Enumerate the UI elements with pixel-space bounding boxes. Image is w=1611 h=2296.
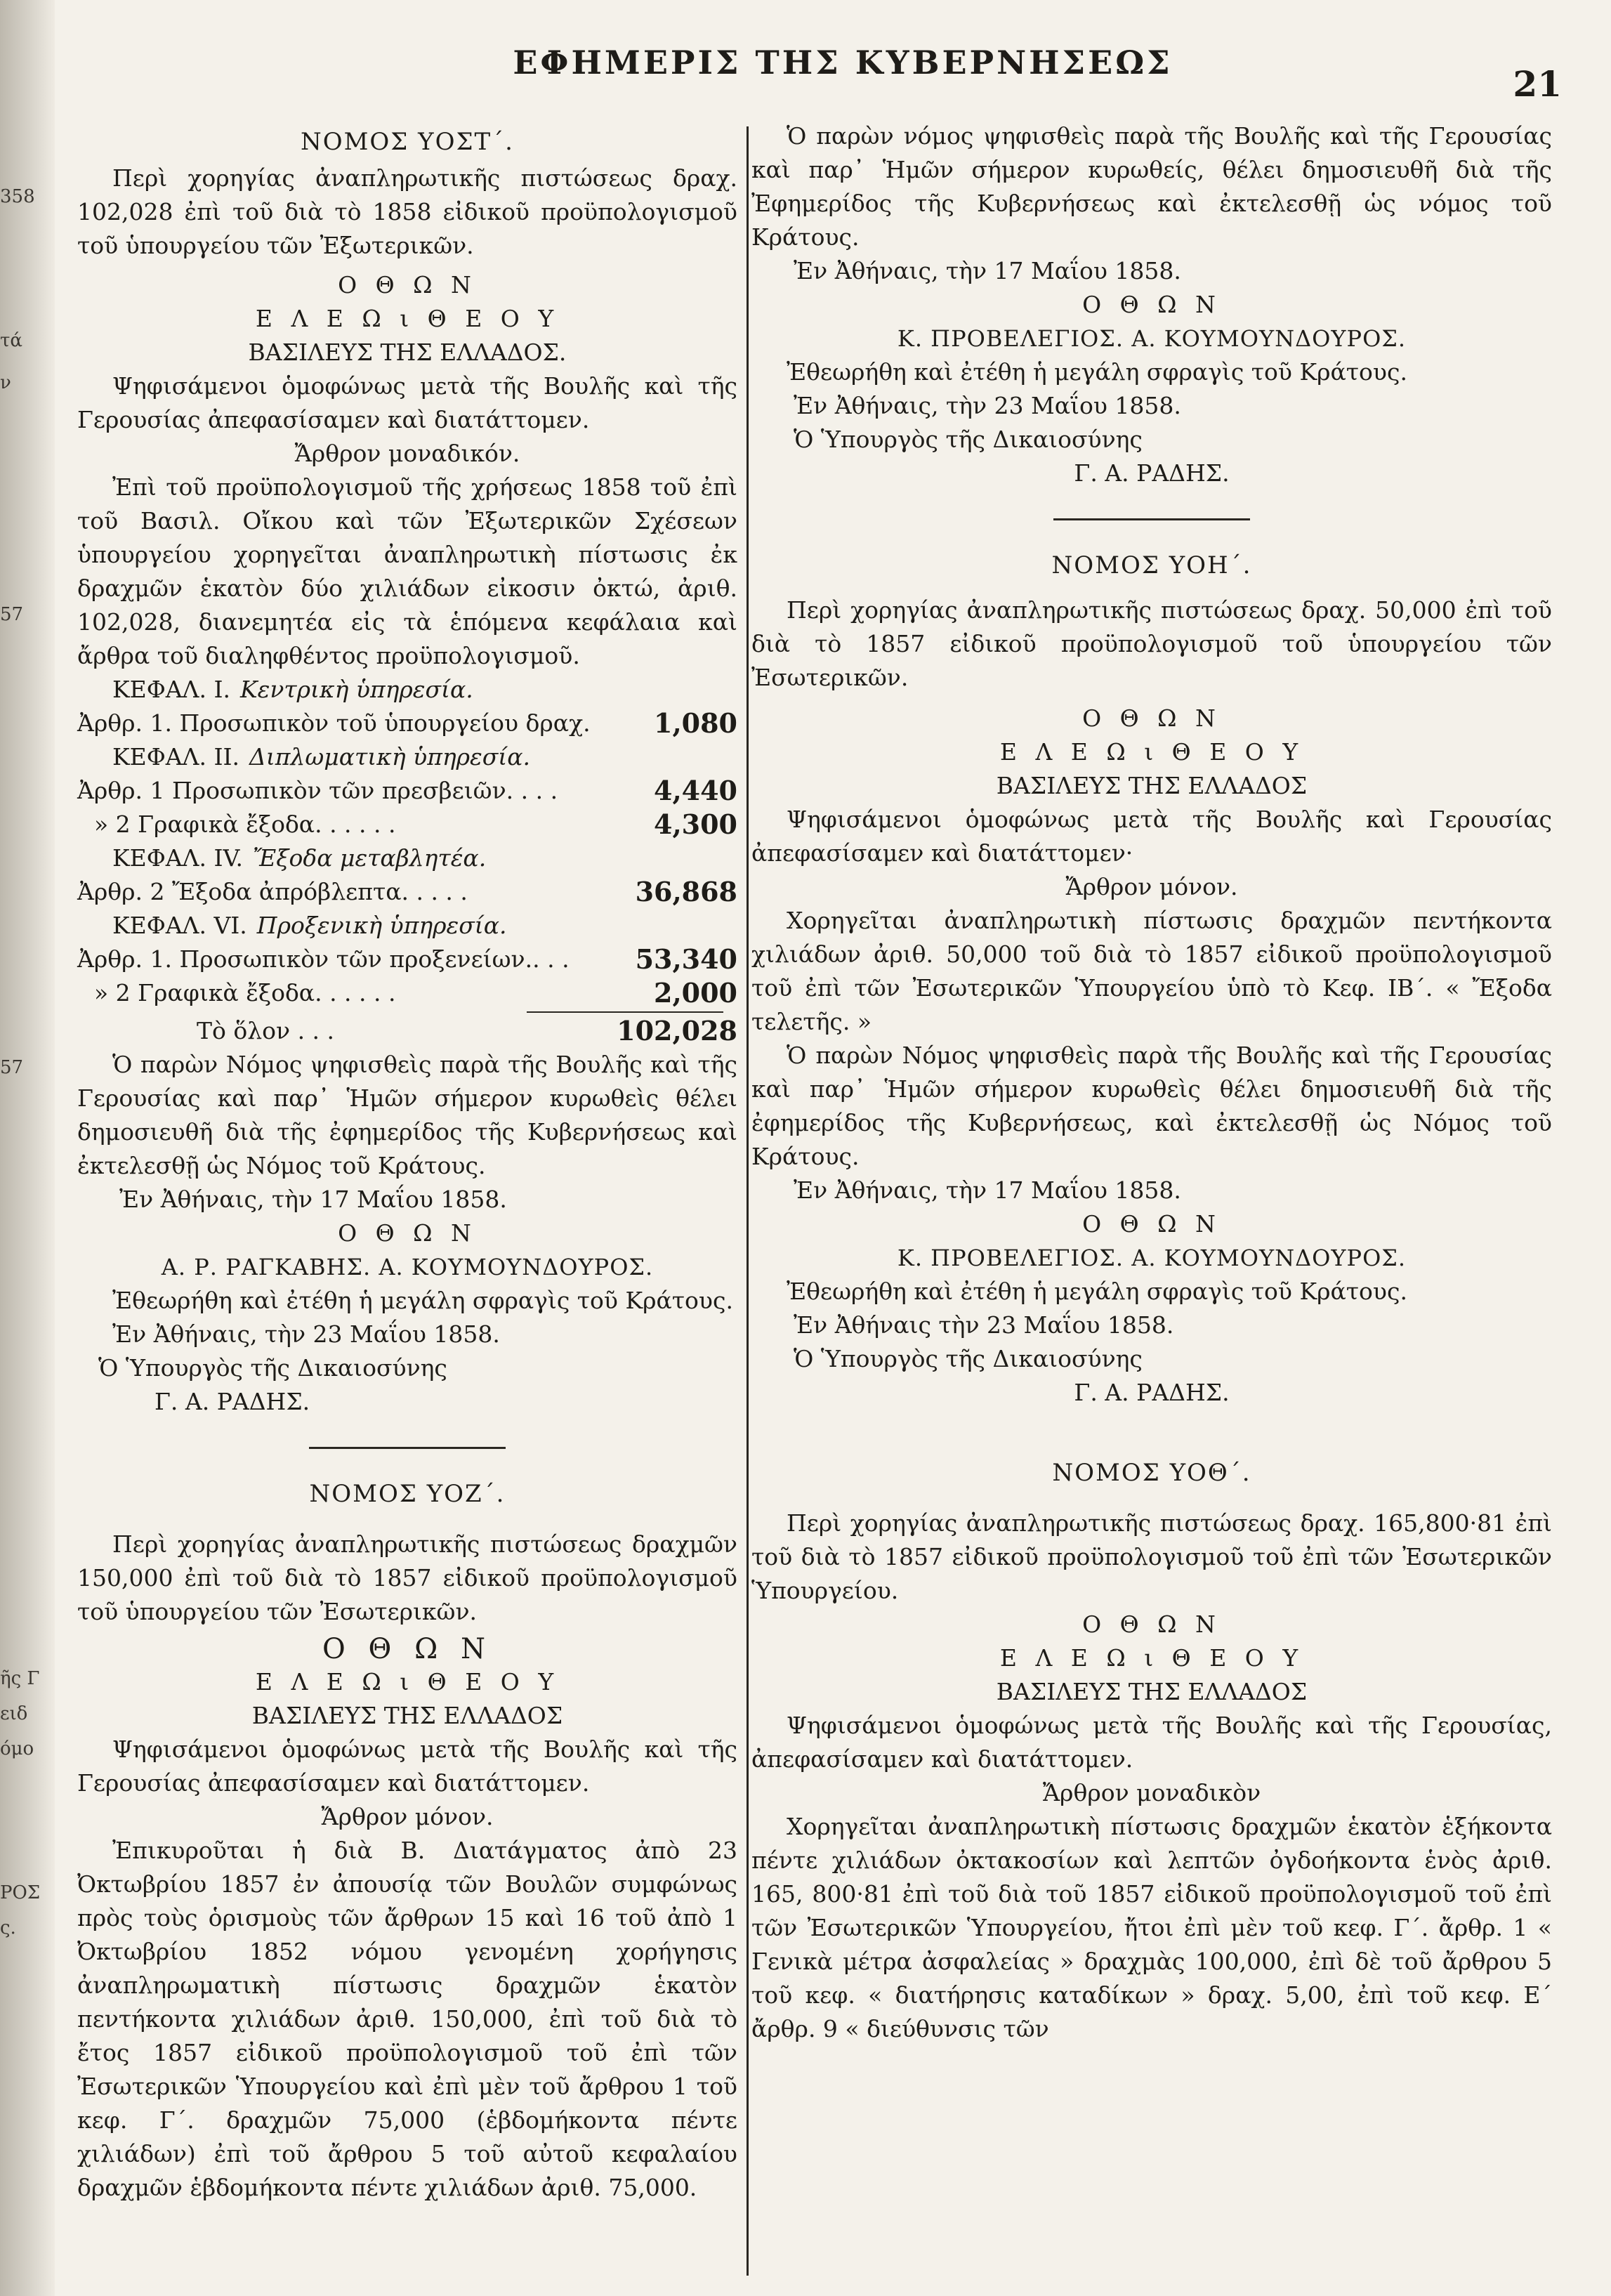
law-subject: Περὶ χορηγίας ἀναπληρωτικῆς πιστώσεως δραχ. 102,028 ἐπὶ τοῦ διὰ τὸ 1858 εἰδικοῦ προϋπολογισμοῦ τοῦ ὑπουργείου τῶν Ἐξωτερικῶν.	[77, 164, 737, 259]
preamble: Ψηφισάμενοι ὁμοφώνως μετὰ τῆς Βουλῆς καὶ τῆς Γερουσίας ἀπεφασίσαμεν καὶ διατάττομεν.	[77, 372, 737, 433]
king-signature: Ο Θ Ω Ν	[338, 1219, 477, 1247]
seal-note: Ἐθεωρήθη καὶ ἐτέθη ἡ μεγάλη σφραγὶς τοῦ Κράτους.	[787, 358, 1407, 386]
budget-amount: 53,340	[635, 943, 737, 975]
article-body: Ἐπικυροῦται ἡ διὰ Β. Διατάγματος ἀπὸ 23 Ὀκτωβρίου 1857 ἐν ἀπουσίᾳ τῶν Βουλῶν συμφώνως πρὸς τοὺς ὁρισμοὺς τῶν ἄρθρων 15 καὶ 16 τοῦ ἀπὸ 1 Ὀκτωβρίου 1852 νόμου γενομένη χορήγησις ἀναπληρωματικὴ πίστωσις δραχμῶν ἑκατὸν πεντήκοντα χιλιάδων ἀριθ. 150,000, ἐπὶ τοῦ διὰ τὸ ἔτος 1857 εἰδικοῦ προϋπολογισμοῦ τοῦ ἐπὶ τῶν Ἐσωτερικῶν Ὑπουργείου καὶ ἐπὶ μὲν τοῦ ἄρθρου 1 τοῦ κεφ. Γ΄. δραχμῶν 75,000 (ἑβδομήκοντα πέντε χιλιάδων) ἐπὶ τοῦ ἄρθρου 5 τοῦ αὐτοῦ κεφαλαίου δραχμῶν ἑβδομήκοντα πέντε χιλιάδων ἀριθ. 75,000.	[77, 1837, 737, 2201]
budget-chapter	[77, 740, 737, 774]
king-signature: Ο Θ Ω Ν	[1082, 1210, 1221, 1238]
seal-note: Ἐθεωρήθη καὶ ἐτέθη ἡ μεγάλη σφραγὶς τοῦ Κράτους.	[112, 1287, 733, 1314]
chapter-number: ΚΕΦΑΛ. VI.	[112, 912, 247, 939]
king-of-greece: ΒΑΣΙΛΕΥΣ ΤΗΣ ΕΛΛΑΔΟΣ	[996, 1678, 1308, 1705]
closing-clause: Ὁ παρὼν Νόμος ψηφισθεὶς παρὰ τῆς Βουλῆς καὶ τῆς Γερουσίας καὶ παρ᾿ Ἡμῶν σήμερον κυρωθεὶς θέλει δημοσιευθῆ διὰ τῆς ἐφημερίδος τῆς Κυβερνήσεως, καὶ ἐκτελεσθῇ ὡς Νόμος τοῦ Κράτους.	[751, 1042, 1552, 1170]
king-name: Ο Θ Ω Ν	[1082, 1611, 1221, 1638]
seal-date: Ἐν Ἀθήναις τὴν 23 Μαΐου 1858.	[794, 1311, 1174, 1339]
budget-item: Ἀρθρ. 1. Προσωπικὸν τοῦ ὑπουργείου δραχ.	[77, 709, 591, 737]
budget-row	[77, 774, 737, 808]
law-title: ΝΟΜΟΣ ΥΟΣΤ΄.	[300, 128, 514, 156]
edge-fragment: 57	[0, 1057, 24, 1078]
justice-minister-name: Γ. Α. ΡΑΔΗΣ.	[1074, 1379, 1230, 1406]
closing-clause: Ὁ παρὼν Νόμος ψηφισθεὶς παρὰ τῆς Βουλῆς καὶ τῆς Γερουσίας καὶ παρ᾿ Ἡμῶν σήμερον κυρωθεὶς θέλει δημοσιευθῆ διὰ τῆς ἐφημερίδος τῆς Κυβερνήσεως καὶ ἐκτελεσθῇ ὡς Νόμος τοῦ Κράτους.	[77, 1051, 737, 1179]
king-signature: Ο Θ Ω Ν	[1082, 291, 1221, 318]
minister-signatures: Α. Ρ. ΡΑΓΚΑΒΗΣ. Α. ΚΟΥΜΟΥΝΔΟΥΡΟΣ.	[161, 1254, 654, 1280]
edge-fragment: ειδ	[0, 1703, 28, 1724]
by-grace-of-god: Ε Λ Ε Ω ι Θ Ε Ο Υ	[999, 738, 1304, 766]
budget-chapter	[77, 841, 737, 875]
chapter-title: Διπλωματικὴ ὑπηρεσία.	[249, 743, 530, 770]
law-title: ΝΟΜΟΣ ΥΟΗ΄.	[1051, 551, 1252, 579]
article-heading: Ἄρθρον μόνον.	[321, 1803, 494, 1830]
king-name: Ο Θ Ω Ν	[322, 1633, 492, 1665]
preamble: Ψηφισάμενοι ὁμοφώνως μετὰ τῆς Βουλῆς καὶ Γερουσίας ἀπεφασίσαμεν καὶ διατάττομεν·	[751, 806, 1552, 867]
king-of-greece: ΒΑΣΙΛΕΥΣ ΤΗΣ ΕΛΛΑΔΟΣ	[251, 1702, 563, 1729]
edge-fragment: 57	[0, 604, 24, 625]
chapter-title: Προξενικὴ ὑπηρεσία.	[256, 912, 507, 939]
edge-fragment: ν	[0, 372, 11, 393]
enactment-date: Ἐν Ἀθήναις, τὴν 17 Μαΐου 1858.	[794, 257, 1181, 284]
article-body: Χορηγεῖται ἀναπληρωτικὴ πίστωσις δραχμῶν πεντήκοντα χιλιάδων ἀριθ. 50,000 τοῦ διὰ τὸ 1857 εἰδικοῦ προϋπολογισμοῦ τοῦ ἐπὶ τῶν Ἐσωτερικῶν Ὑπουργείου ὑπὸ τὸ Κεφ. ΙΒ΄. « Ἔξοδα τελετῆς. »	[751, 907, 1552, 1035]
section-separator	[1053, 518, 1250, 520]
justice-minister-title: Ὁ Ὑπουργὸς τῆς Δικαιοσύνης	[98, 1354, 447, 1382]
budget-item: Ἀρθρ. 2 Ἔξοδα ἀπρόβλεπτα. . . . .	[77, 878, 468, 905]
article-heading: Ἄρθρον μόνον.	[1065, 873, 1238, 900]
budget-amount: 36,868	[635, 876, 737, 907]
seal-date: Ἐν Ἀθήναις, τὴν 23 Μαΐου 1858.	[112, 1320, 500, 1348]
justice-minister-title: Ὁ Ὑπουργὸς τῆς Δικαιοσύνης	[794, 426, 1143, 453]
article-heading: Ἄρθρον μοναδικόν.	[294, 440, 520, 467]
page-number: 21	[1513, 63, 1562, 105]
justice-minister-title: Ὁ Ὑπουργὸς τῆς Δικαιοσύνης	[794, 1345, 1143, 1372]
king-of-greece: ΒΑΣΙΛΕΥΣ ΤΗΣ ΕΛΛΑΔΟΣ.	[248, 339, 567, 366]
edge-fragment: τά	[0, 330, 22, 351]
chapter-number: ΚΕΦΑΛ. Ι.	[112, 676, 230, 703]
edge-fragment: 358	[0, 186, 35, 207]
law-title: ΝΟΜΟΣ ΥΟΖ΄.	[309, 1480, 506, 1508]
minister-signatures: Κ. ΠΡΟΒΕΛΕΓΙΟΣ. Α. ΚΟΥΜΟΥΝΔΟΥΡΟΣ.	[897, 325, 1407, 352]
budget-amount: 4,440	[654, 775, 737, 806]
preamble: Ψηφισάμενοι ὁμοφώνως μετὰ τῆς Βουλῆς καὶ τῆς Γερουσίας, ἀπεφασίσαμεν καὶ διατάττομεν.	[751, 1712, 1552, 1773]
chapter-title: Ἔξοδα μεταβλητέα.	[253, 844, 487, 872]
justice-minister-name: Γ. Α. ΡΑΔΗΣ.	[1074, 459, 1230, 487]
article-heading: Ἄρθρον μοναδικὸν	[1042, 1779, 1261, 1806]
chapter-title: Κεντρικὴ ὑπηρεσία.	[239, 676, 473, 703]
budget-item: Ἀρθρ. 1. Προσωπικὸν τῶν προξενείων.. . .	[77, 945, 570, 973]
law-subject: Περὶ χορηγίας ἀναπληρωτικῆς πιστώσεως δραχμῶν 150,000 ἐπὶ τοῦ διὰ τὸ 1857 εἰδικοῦ προϋπολογισμοῦ τοῦ ὑπουργείου τῶν Ἐσωτερικῶν.	[77, 1530, 737, 1625]
minister-signatures: Κ. ΠΡΟΒΕΛΕΓΙΟΣ. Α. ΚΟΥΜΟΥΝΔΟΥΡΟΣ.	[897, 1245, 1407, 1271]
budget-amount: 4,300	[654, 808, 737, 840]
preamble: Ψηφισάμενοι ὁμοφώνως μετὰ τῆς Βουλῆς καὶ τῆς Γερουσίας ἀπεφασίσαμεν καὶ διατάττομεν.	[77, 1736, 737, 1797]
total-label: Τὸ ὅλον . . .	[197, 1017, 335, 1044]
justice-minister-name: Γ. Α. ΡΑΔΗΣ.	[154, 1388, 310, 1415]
closing-clause: Ὁ παρὼν νόμος ψηφισθεὶς παρὰ τῆς Βουλῆς καὶ τῆς Γερουσίας καὶ παρ᾿ Ἡμῶν σήμερον κυρωθείς, θέλει δημοσιευθῆ διὰ τῆς Ἐφημερίδος τῆς Κυβερνήσεως καὶ ἐκτελεσθῇ ὡς νόμος τοῦ Κράτους.	[751, 122, 1552, 251]
total-amount: 102,028	[617, 1015, 737, 1047]
by-grace-of-god: Ε Λ Ε Ω ι Θ Ε Ο Υ	[999, 1644, 1304, 1672]
budget-row	[77, 707, 737, 740]
edge-fragment: ς.	[0, 1917, 16, 1939]
seal-note: Ἐθεωρήθη καὶ ἐτέθη ἡ μεγάλη σφραγὶς τοῦ Κράτους.	[787, 1278, 1407, 1305]
budget-chapter	[77, 909, 737, 943]
king-name: Ο Θ Ω Ν	[1082, 704, 1221, 732]
budget-row	[77, 976, 737, 1010]
edge-fragment: ῆς Γ	[0, 1668, 40, 1689]
budget-row	[77, 943, 737, 976]
budget-row	[77, 808, 737, 841]
article-body: Ἐπὶ τοῦ προϋπολογισμοῦ τῆς χρήσεως 1858 τοῦ ἐπὶ τοῦ Βασιλ. Οἴκου καὶ τῶν Ἐξωτερικῶν Σχέσεων ὑπουργείου χορηγεῖται ἀναπληρωτικὴ πίστωσις ἐκ δραχμῶν ἑκατὸν δύο χιλιάδων εἰκοσιν ὀκτώ, ἀριθ. 102,028, διανεμητέα εἰς τὰ ἑπόμενα κεφάλαια καὶ ἄρθρα τοῦ διαληφθέντος προϋπολογισμοῦ.	[77, 473, 737, 669]
column-divider	[747, 126, 749, 2276]
edge-fragment: ΡΟΣ	[0, 1882, 41, 1903]
king-name: Ο Θ Ω Ν	[338, 271, 477, 299]
enactment-date: Ἐν Ἀθήναις, τὴν 17 Μαΐου 1858.	[119, 1186, 507, 1213]
by-grace-of-god: Ε Λ Ε Ω ι Θ Ε Ο Υ	[255, 1668, 560, 1695]
right-column	[751, 119, 1552, 2046]
budget-amount: 2,000	[654, 977, 737, 1009]
edge-fragment: όμο	[0, 1738, 34, 1759]
left-column	[77, 119, 737, 2205]
budget-chapter	[77, 673, 737, 707]
budget-item: » 2 Γραφικὰ ἔξοδα. . . . . .	[94, 811, 396, 838]
chapter-number: ΚΕΦΑΛ. IV.	[112, 844, 244, 872]
gazette-title: ΕΦΗΜΕΡΙΣ ΤΗΣ ΚΥΒΕΡΝΗΣΕΩΣ	[513, 44, 1173, 81]
law-subject: Περὶ χορηγίας ἀναπληρωτικῆς πιστώσεως δραχ. 50,000 ἐπὶ τοῦ διὰ τὸ 1857 εἰδικοῦ προϋπολογισμοῦ τοῦ ὑπουργείου τῶν Ἐσωτερικῶν.	[751, 596, 1552, 691]
budget-item: Ἀρθρ. 1 Προσωπικὸν τῶν πρεσβειῶν. . . .	[77, 777, 558, 804]
section-separator	[309, 1447, 506, 1449]
by-grace-of-god: Ε Λ Ε Ω ι Θ Ε Ο Υ	[255, 305, 560, 332]
budget-row	[77, 875, 737, 909]
budget-item: » 2 Γραφικὰ ἔξοδα. . . . . .	[94, 979, 396, 1006]
article-body: Χορηγεῖται ἀναπληρωτικὴ πίστωσις δραχμῶν ἑκατὸν ἑξήκοντα πέντε χιλιάδων ὀκτακοσίων καὶ λεπτῶν ὀγδοήκοντα ἑνὸς ἀριθ. 165, 800·81 ἐπὶ τοῦ διὰ τοῦ 1857 εἰδικοῦ προϋπολογισμοῦ τοῦ ἐπὶ τῶν Ἐσωτερικῶν Ὑπουργείου, ἤτοι ἐπὶ μὲν τοῦ κεφ. Γ΄. ἄρθρ. 1 « Γενικὰ μέτρα ἀσφαλείας » δραχμὰς 100,000, ἐπὶ δὲ τοῦ ἄρθρου 5 τοῦ κεφ. « διατήρησις καταδίκων » δραχ. 5,00, ἐπὶ τοῦ κεφ. Ε΄ ἄρθρ. 9 « διεύθυνσις τῶν	[751, 1813, 1552, 2042]
binding-edge	[0, 0, 55, 2296]
seal-date: Ἐν Ἀθήναις, τὴν 23 Μαΐου 1858.	[794, 392, 1181, 419]
budget-total-row	[77, 1014, 737, 1048]
king-of-greece: ΒΑΣΙΛΕΥΣ ΤΗΣ ΕΛΛΑΔΟΣ	[996, 772, 1308, 799]
total-rule	[527, 1011, 723, 1013]
chapter-number: ΚΕΦΑΛ. ΙΙ.	[112, 743, 240, 770]
law-title: ΝΟΜΟΣ ΥΟΘ΄.	[1052, 1459, 1251, 1487]
enactment-date: Ἐν Ἀθήναις, τὴν 17 Μαΐου 1858.	[794, 1176, 1181, 1204]
budget-amount: 1,080	[654, 707, 737, 739]
law-subject: Περὶ χορηγίας ἀναπληρωτικῆς πιστώσεως δραχ. 165,800·81 ἐπὶ τοῦ διὰ τὸ 1857 εἰδικοῦ προϋπολογισμοῦ τοῦ ἐπὶ τῶν Ἐσωτερικῶν Ὑπουργείου.	[751, 1509, 1552, 1604]
